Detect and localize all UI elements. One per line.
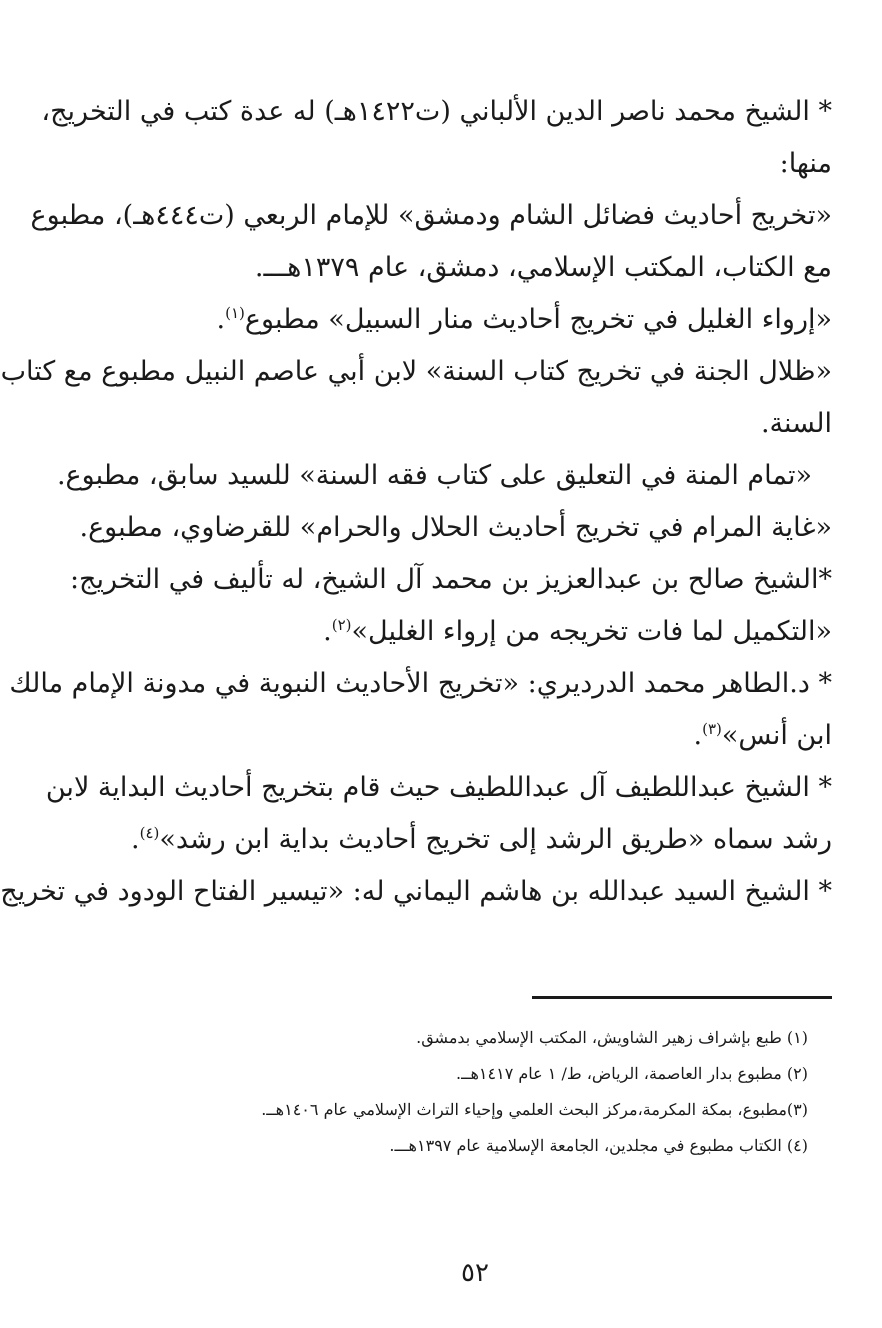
footnote-ref[interactable]: (١) — [225, 304, 245, 322]
text-line: * الشيخ السيد عبدالله بن هاشم اليماني له: «تيسير الفتاح الودود في تخريج — [0, 876, 832, 907]
text-line: * د.الطاهر محمد الدرديري: «تخريج الأحاديث النبوية في مدونة الإمام مالك — [9, 668, 832, 699]
period: . — [323, 616, 332, 647]
footnote: (١) طبع بإشراف زهير الشاويش، المكتب الإسلامي بدمشق. — [416, 1028, 808, 1047]
footnote-ref[interactable]: (٢) — [331, 616, 352, 634]
footnotes — [118, 1020, 818, 1164]
main-text — [0, 86, 832, 918]
text-line: «غاية المرام في تخريج أحاديث الحلال والحرام» للقرضاوي، مطبوع. — [79, 512, 832, 543]
period: . — [693, 720, 703, 751]
footnote: (٣)مطبوع، بمكة المكرمة،مركز البحث العلمي وإحياء التراث الإسلامي عام ١٤٠٦هــ. — [261, 1100, 808, 1119]
footnote-ref[interactable]: (٣) — [702, 720, 722, 738]
text-line: «تخريج أحاديث فضائل الشام ودمشق» للإمام الربعي (ت٤٤٤هـ)، مطبوع — [30, 200, 832, 231]
text-line: السنة. — [760, 408, 832, 439]
text-line: * الشيخ محمد ناصر الدين الألباني (ت١٤٢٢هـ) له عدة كتب في التخريج، — [41, 96, 832, 127]
text-fragment: ابن أنس» — [721, 720, 832, 751]
text-line — [118, 814, 832, 866]
text-line: «تمام المنة في التعليق على كتاب فقه السنة» للسيد سابق، مطبوع. — [56, 460, 812, 491]
text-line: *الشيخ صالح بن عبدالعزيز بن محمد آل الشيخ، له تأليف في التخريج: — [69, 564, 832, 595]
text-line: «ظلال الجنة في تخريج كتاب السنة» لابن أبي عاصم النبيل مطبوع مع كتاب — [0, 356, 832, 387]
page-number: ٥٢ — [461, 1258, 489, 1288]
footnote: (٢) مطبوع بدار العاصمة، الرياض، ط/ ١ عام ١٤١٧هــ. — [456, 1064, 808, 1083]
text-line — [118, 710, 832, 762]
period: . — [130, 824, 140, 855]
text-line: منها: — [779, 148, 832, 179]
text-line: مع الكتاب، المكتب الإسلامي، دمشق، عام ١٣٧٩هـــ. — [254, 252, 832, 283]
footnote-ref[interactable]: (٤) — [139, 824, 160, 842]
text-fragment: رشد سماه «طريق الرشد إلى تخريج أحاديث بداية ابن رشد» — [159, 824, 832, 855]
text-line — [118, 294, 832, 346]
footnote-separator — [532, 996, 832, 999]
footnote: (٤) الكتاب مطبوع في مجلدين، الجامعة الإسلامية عام ١٣٩٧هـــ. — [389, 1136, 808, 1155]
text-line — [118, 606, 832, 658]
text-line: * الشيخ عبداللطيف آل عبداللطيف حيث قام بتخريج أحاديث البداية لابن — [45, 772, 832, 803]
text-fragment: «إرواء الغليل في تخريج أحاديث منار السبيل» مطبوع — [244, 304, 832, 335]
period: . — [216, 304, 226, 335]
text-fragment: «التكميل لما فات تخريجه من إرواء الغليل» — [351, 616, 832, 647]
